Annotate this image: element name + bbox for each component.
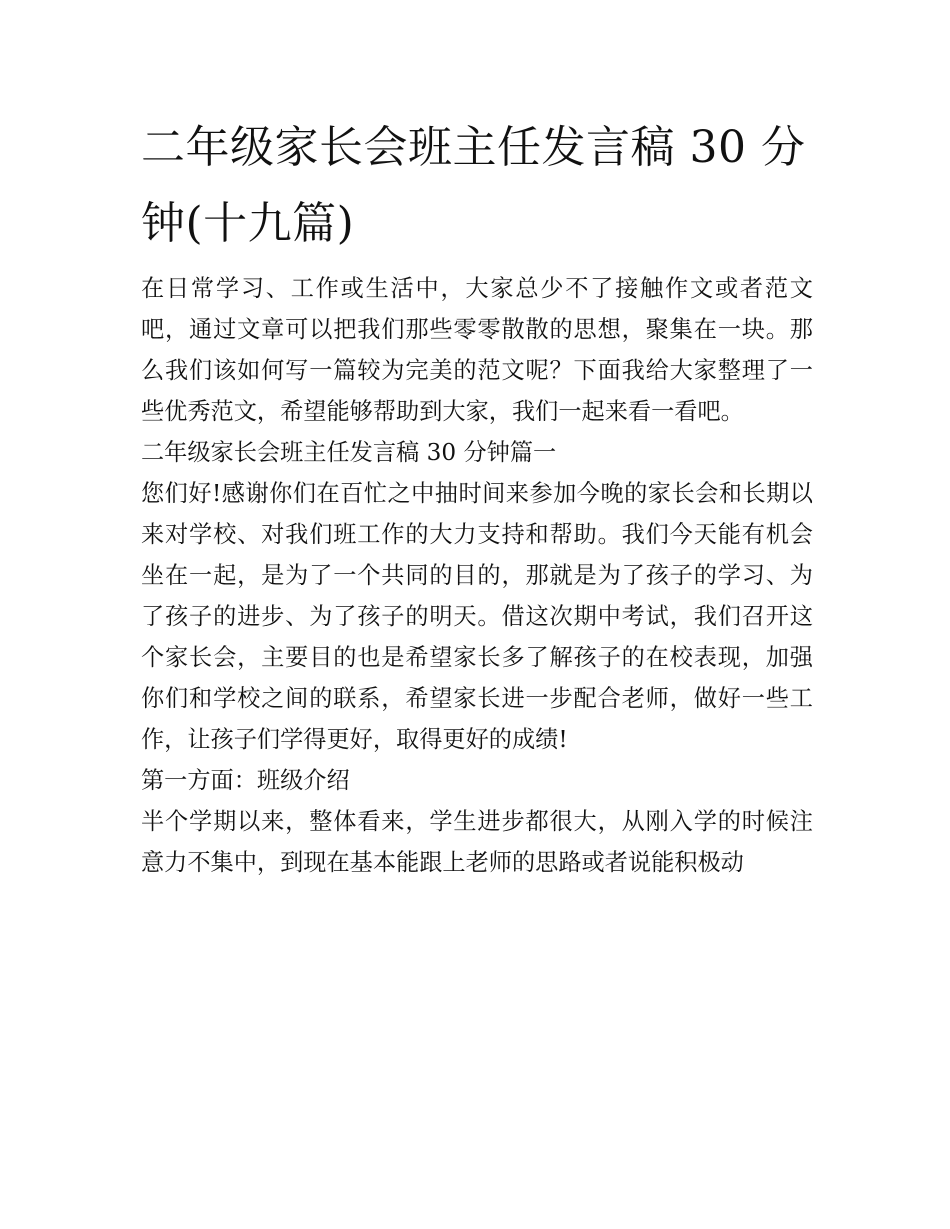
document-title-text: 二年级家长会班主任发言稿 30 分钟(十九篇) <box>141 122 806 249</box>
document-title <box>141 110 813 262</box>
class-paragraph: 半个学期以来，整体看来，学生进步都很大，从刚入学的时候注意力不集中，到现在基本能跟上老师的思路或者说能积极动 <box>141 808 813 876</box>
section-title: 二年级家长会班主任发言稿 30 分钟篇一 <box>141 439 557 466</box>
intro-paragraph: 在日常学习、工作或生活中，大家总少不了接触作文或者范文吧，通过文章可以把我们那些零零散散的思想，聚集在一块。那么我们该如何写一篇较为完美的范文呢？下面我给大家整理了一些优秀范文，希望能够帮助到大家，我们一起来看一看吧。 <box>141 275 813 425</box>
subheading-class-intro: 第一方面：班级介绍 <box>141 767 350 794</box>
greeting-paragraph: 您们好!感谢你们在百忙之中抽时间来参加今晚的家长会和长期以来对学校、对我们班工作的大力支持和帮助。我们今天能有机会坐在一起，是为了一个共同的目的，那就是为了孩子的学习、为了孩子的进步、为了孩子的明天。借这次期中考试，我们召开这个家长会，主要目的也是希望家长多了解孩子的在校表现，加强你们和学校之间的联系，希望家长进一步配合老师，做好一些工作，让孩子们学得更好，取得更好的成绩! <box>141 480 813 753</box>
document-page <box>141 110 813 883</box>
